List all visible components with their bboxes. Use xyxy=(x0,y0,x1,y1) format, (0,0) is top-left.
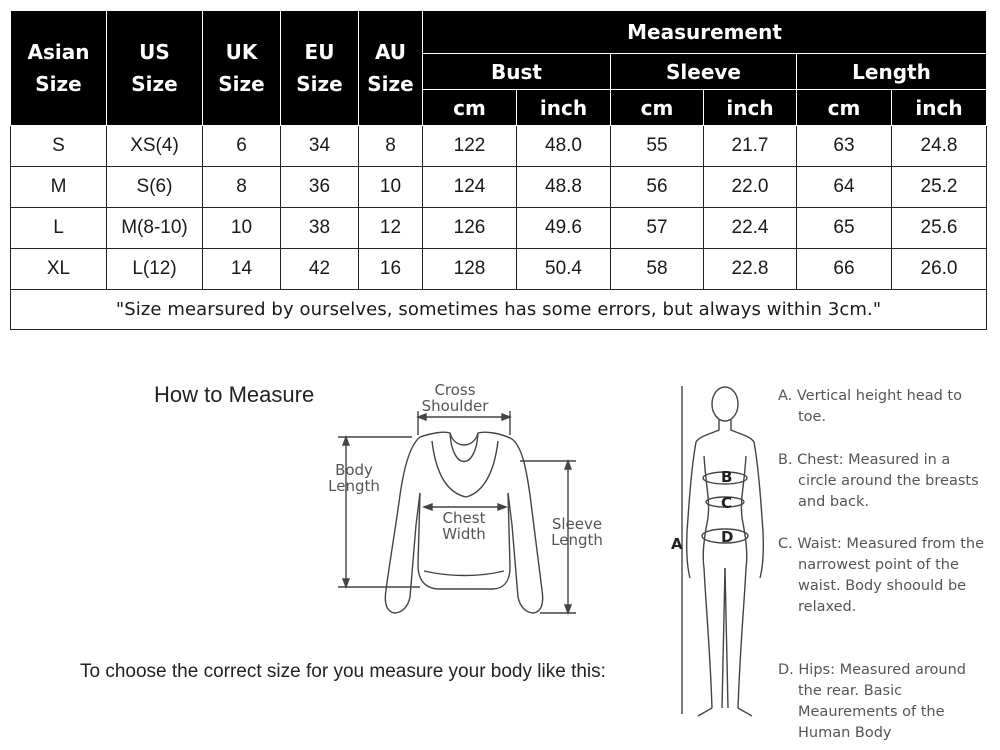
figure-letter-c: C xyxy=(721,494,733,512)
header-asian-size xyxy=(11,11,107,126)
header-length-inch: inch xyxy=(892,90,987,126)
table-cell: M xyxy=(11,167,107,208)
legend-text-a: A. Vertical height head to toe. xyxy=(778,388,962,425)
table-cell: 6 xyxy=(203,126,281,167)
header-bust: Bust xyxy=(423,54,611,90)
table-cell: 24.8 xyxy=(892,126,987,167)
header-asian-line1: Asian xyxy=(27,40,90,64)
legend-text-d: D. Hips: Measured around the rear. Basic Meaurements of the Human Body xyxy=(778,662,966,741)
table-cell: 8 xyxy=(359,126,423,167)
size-chart-table xyxy=(10,10,987,330)
table-cell: 63 xyxy=(797,126,892,167)
table-cell: 26.0 xyxy=(892,249,987,290)
header-eu-line1: EU xyxy=(304,40,335,64)
figure-letter-a: A xyxy=(671,535,683,553)
table-cell: 49.6 xyxy=(517,208,611,249)
header-measurement: Measurement xyxy=(423,11,987,54)
table-cell: 25.2 xyxy=(892,167,987,208)
table-cell: 22.8 xyxy=(704,249,797,290)
table-cell: 8 xyxy=(203,167,281,208)
figure-letter-b: B xyxy=(721,468,733,486)
header-au-line2: Size xyxy=(367,72,414,96)
table-cell: 25.6 xyxy=(892,208,987,249)
table-cell: 10 xyxy=(359,167,423,208)
table-cell: 14 xyxy=(203,249,281,290)
body-length-label xyxy=(322,462,386,494)
table-cell: 21.7 xyxy=(704,126,797,167)
table-cell: 16 xyxy=(359,249,423,290)
table-row xyxy=(11,167,987,208)
table-cell: 64 xyxy=(797,167,892,208)
legend-item-b xyxy=(778,450,993,513)
table-cell: 58 xyxy=(611,249,704,290)
sleeve-length-line1: Sleeve xyxy=(551,515,603,533)
legend-text-b: B. Chest: Measured in a circle around the breasts and back. xyxy=(778,452,979,510)
table-cell: 34 xyxy=(281,126,359,167)
header-eu-line2: Size xyxy=(296,72,343,96)
how-to-measure-title: How to Measure xyxy=(154,382,315,407)
table-cell: 66 xyxy=(797,249,892,290)
header-us-size xyxy=(107,11,203,126)
header-uk-size xyxy=(203,11,281,126)
legend-text-c: C. Waist: Measured from the narrowest point of the waist. Body shoould be relaxed. xyxy=(778,536,984,615)
table-cell: 56 xyxy=(611,167,704,208)
human-body-figure xyxy=(670,378,780,728)
header-length-cm: cm xyxy=(797,90,892,126)
chest-width-label xyxy=(434,510,494,542)
table-cell: 128 xyxy=(423,249,517,290)
table-cell: 48.0 xyxy=(517,126,611,167)
header-length: Length xyxy=(797,54,987,90)
table-row xyxy=(11,208,987,249)
cross-shoulder-label xyxy=(420,382,490,414)
header-us-line2: Size xyxy=(131,72,178,96)
header-us-line1: US xyxy=(139,40,170,64)
table-cell: 122 xyxy=(423,126,517,167)
table-row xyxy=(11,249,987,290)
table-row xyxy=(11,126,987,167)
table-cell: 55 xyxy=(611,126,704,167)
header-uk-line1: UK xyxy=(225,40,258,64)
header-sleeve-inch: inch xyxy=(704,90,797,126)
table-cell: 22.4 xyxy=(704,208,797,249)
size-note: "Size mearsured by ourselves, sometimes has some errors, but always within 3cm." xyxy=(11,290,987,330)
table-cell: 65 xyxy=(797,208,892,249)
table-cell: 22.0 xyxy=(704,167,797,208)
header-sleeve: Sleeve xyxy=(611,54,797,90)
sleeve-length-label xyxy=(544,516,610,548)
measure-instruction: To choose the correct size for you measure your body like this: xyxy=(80,661,606,682)
header-bust-inch: inch xyxy=(517,90,611,126)
header-asian-line2: Size xyxy=(35,72,82,96)
table-cell: XS(4) xyxy=(107,126,203,167)
header-au-size xyxy=(359,11,423,126)
table-cell: 38 xyxy=(281,208,359,249)
body-length-line1: Body xyxy=(335,461,373,479)
legend-item-a xyxy=(778,386,993,428)
sleeve-length-line2: Length xyxy=(551,531,603,549)
table-cell: 57 xyxy=(611,208,704,249)
table-cell: L xyxy=(11,208,107,249)
legend-item-c xyxy=(778,534,993,618)
chest-width-line2: Width xyxy=(442,525,486,543)
table-cell: S(6) xyxy=(107,167,203,208)
table-cell: L(12) xyxy=(107,249,203,290)
table-cell: 10 xyxy=(203,208,281,249)
table-cell: 48.8 xyxy=(517,167,611,208)
table-cell: 50.4 xyxy=(517,249,611,290)
table-cell: 42 xyxy=(281,249,359,290)
table-cell: 12 xyxy=(359,208,423,249)
chest-width-line1: Chest xyxy=(442,509,486,527)
header-au-line1: AU xyxy=(374,40,407,64)
header-uk-line2: Size xyxy=(218,72,265,96)
body-length-line2: Length xyxy=(328,477,380,495)
table-cell: M(8-10) xyxy=(107,208,203,249)
legend-item-d xyxy=(778,660,993,744)
table-cell: 126 xyxy=(423,208,517,249)
cross-shoulder-line2: Shoulder xyxy=(421,397,489,415)
cross-shoulder-line1: Cross xyxy=(434,381,476,399)
table-cell: S xyxy=(11,126,107,167)
header-bust-cm: cm xyxy=(423,90,517,126)
table-cell: XL xyxy=(11,249,107,290)
header-sleeve-cm: cm xyxy=(611,90,704,126)
header-eu-size xyxy=(281,11,359,126)
table-cell: 124 xyxy=(423,167,517,208)
table-cell: 36 xyxy=(281,167,359,208)
figure-letter-d: D xyxy=(721,528,734,546)
